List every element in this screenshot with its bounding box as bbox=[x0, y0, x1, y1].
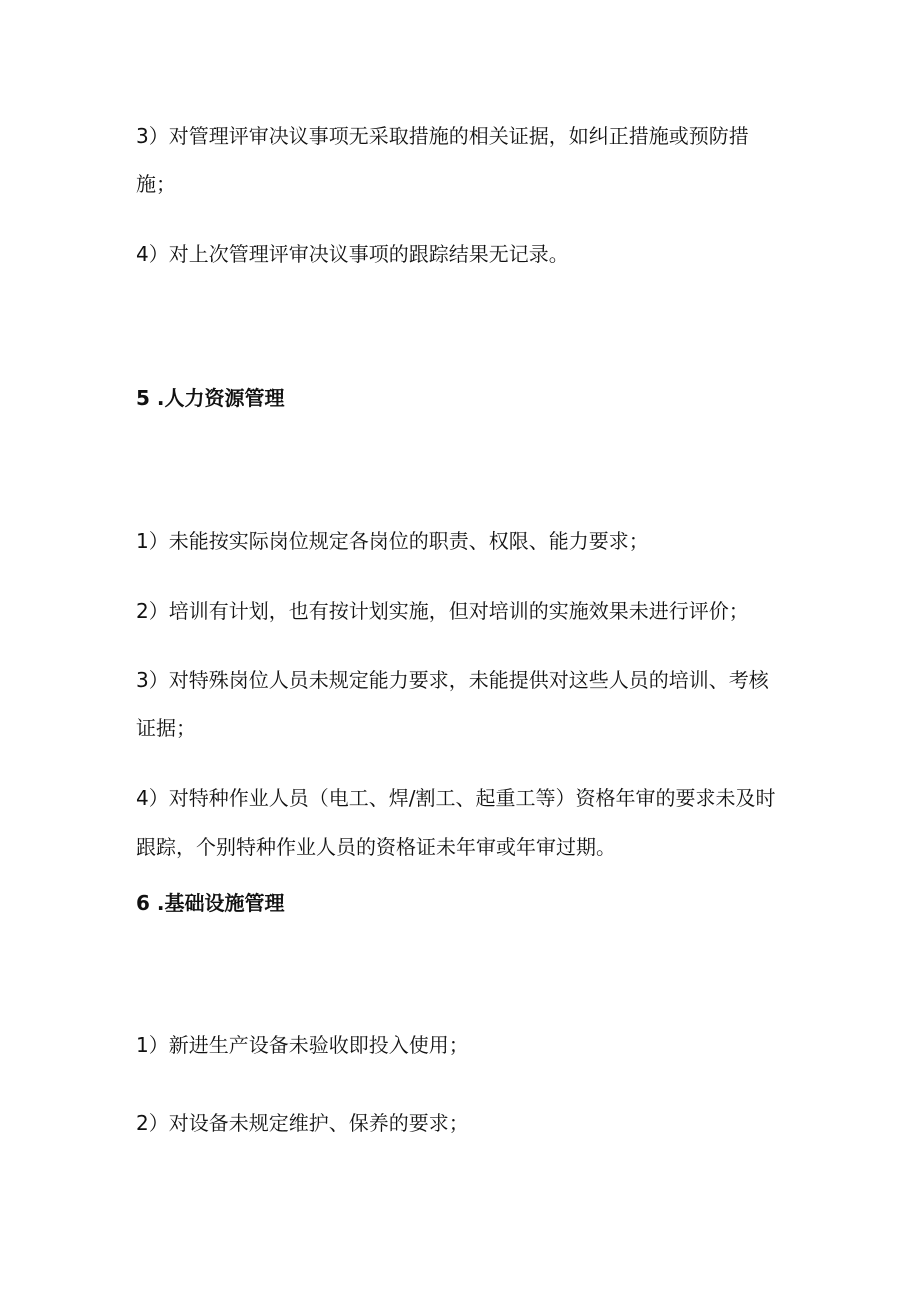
section4-item3-line2: 施； bbox=[136, 172, 176, 196]
section5-item2: 2）培训有计划，也有按计划实施，但对培训的实施效果未进行评价； bbox=[136, 599, 749, 623]
section5-item4-line1: 4）对特种作业人员（电工、焊/割工、起重工等）资格年审的要求未及时 bbox=[136, 786, 776, 810]
section4-item3-line1: 3）对管理评审决议事项无采取措施的相关证据，如纠正措施或预防措 bbox=[136, 124, 749, 148]
section5-item4-line2: 跟踪，个别特种作业人员的资格证未年审或年审过期。 bbox=[136, 835, 616, 859]
section5-heading: 5 .人力资源管理 bbox=[136, 386, 285, 410]
section5-item1: 1）未能按实际岗位规定各岗位的职责、权限、能力要求； bbox=[136, 529, 649, 553]
section4-item4: 4）对上次管理评审决议事项的跟踪结果无记录。 bbox=[136, 242, 569, 266]
section6-item2: 2）对设备未规定维护、保养的要求； bbox=[136, 1111, 469, 1135]
section5-item3-line2: 证据； bbox=[136, 716, 196, 740]
section6-heading: 6 .基础设施管理 bbox=[136, 891, 285, 915]
section5-item3-line1: 3）对特殊岗位人员未规定能力要求，未能提供对这些人员的培训、考核 bbox=[136, 668, 769, 692]
section6-item1: 1）新进生产设备未验收即投入使用； bbox=[136, 1033, 469, 1057]
